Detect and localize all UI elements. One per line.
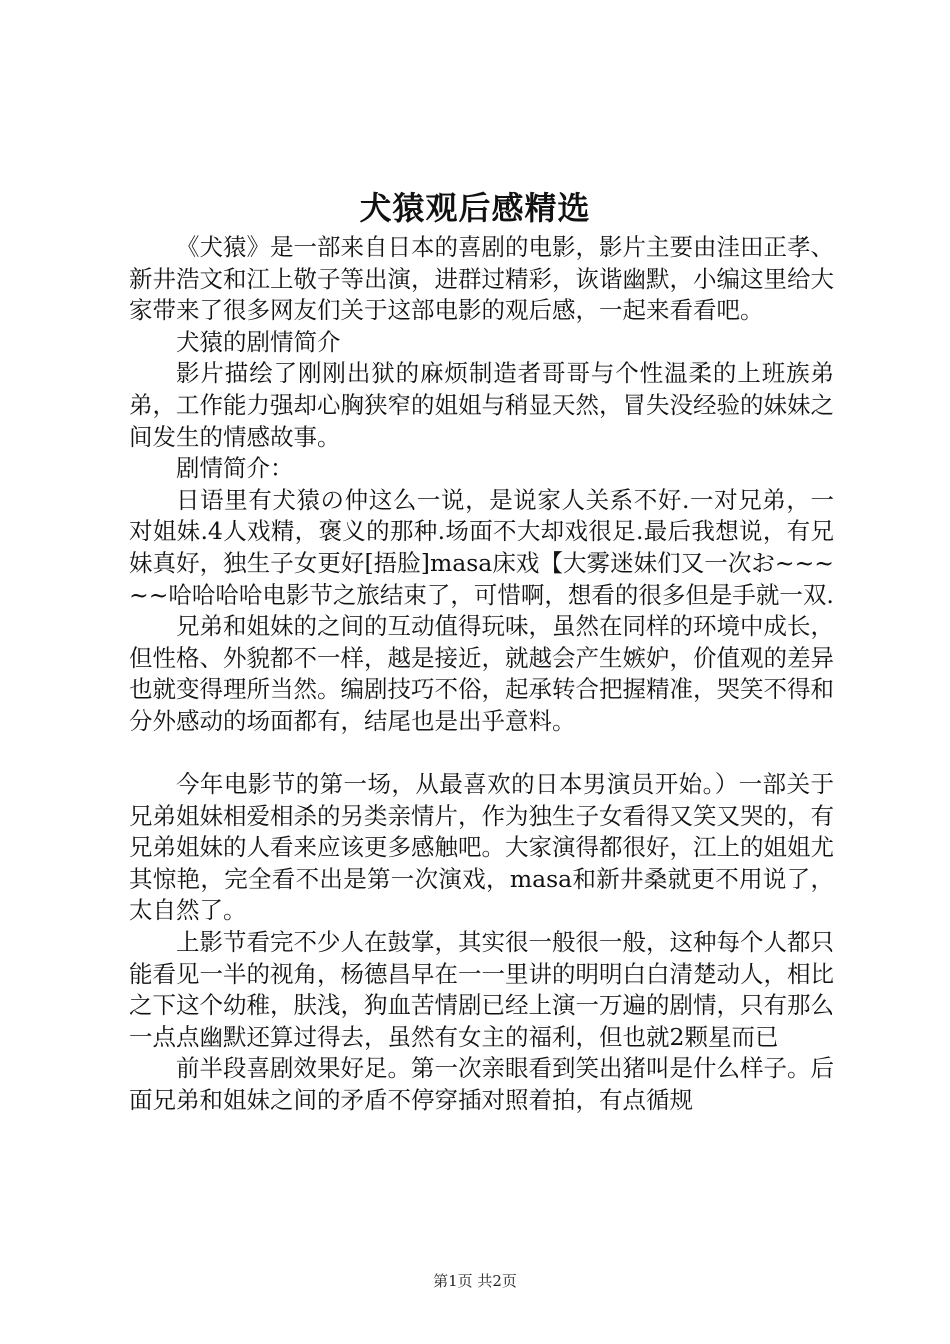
paragraph-review-2: 兄弟和姐妹的之间的互动值得玩味，虽然在同样的环境中成长，但性格、外貌都不一样，越是接近，就越会产生嫉妒，价值观的差异也就变得理所当然。编剧技巧不俗，起承转合把握精准，哭笑不得和分外感动的场面都有，结尾也是出乎意料。 — [129, 612, 834, 735]
paragraph-review-5: 前半段喜剧效果好足。第一次亲眼看到笑出猪叫是什么样子。后面兄弟和姐妹之间的矛盾不停穿插对照着拍，有点循规 — [129, 1054, 834, 1115]
paragraph-review-4: 上影节看完不少人在鼓掌，其实很一般很一般，这种每个人都只能看见一半的视角，杨德昌早在一一里讲的明明白白清楚动人，相比之下这个幼稚，肤浅，狗血苦情剧已经上演一万遍的剧情，只有那么一点点幽默还算过得去，虽然有女主的福利，但也就2颗星而已 — [129, 928, 834, 1051]
paragraph-plot-description: 影片描绘了刚刚出狱的麻烦制造者哥哥与个性温柔的上班族弟弟，工作能力强却心胸狭窄的姐姐与稍显天然，冒失没经验的妹妹之间发生的情感故事。 — [129, 359, 834, 451]
paragraph-review-1: 日语里有犬猿の仲这么一说，是说家人关系不好.一对兄弟，一对姐妹.4人戏精，褒义的那种.场面不大却戏很足.最后我想说，有兄妹真好，独生子女更好[捂脸]masa床戏【大雾迷妹们又一次お~~~~~哈哈哈哈电影节之旅结束了，可惜啊，想看的很多但是手就一双. — [129, 485, 834, 609]
paragraph-review-3: 今年电影节的第一场，从最喜欢的日本男演员开始。）一部关于兄弟姐妹相爱相杀的另类亲情片，作为独生子女看得又笑又哭的，有兄弟姐妹的人看来应该更多感触吧。大家演得都很好，江上的姐姐尤其惊艳，完全看不出是第一次演戏，masa和新井桑就更不用说了，太自然了。 — [129, 770, 834, 925]
document-title: 犬猿观后感精选 — [359, 189, 591, 227]
section-heading-synopsis: 剧情简介： — [176, 454, 294, 483]
document-body — [129, 232, 834, 1117]
page-footer: 第1页 共2页 — [433, 1272, 517, 1290]
paragraph-intro: 《犬猿》是一部来自日本的喜剧的电影，影片主要由洼田正孝、新井浩文和江上敬子等出演，进群过精彩，诙谐幽默，小编这里给大家带来了很多网友们关于这部电影的观后感，一起来看看吧。 — [129, 233, 834, 325]
section-heading-plot: 犬猿的剧情简介 — [176, 327, 341, 356]
